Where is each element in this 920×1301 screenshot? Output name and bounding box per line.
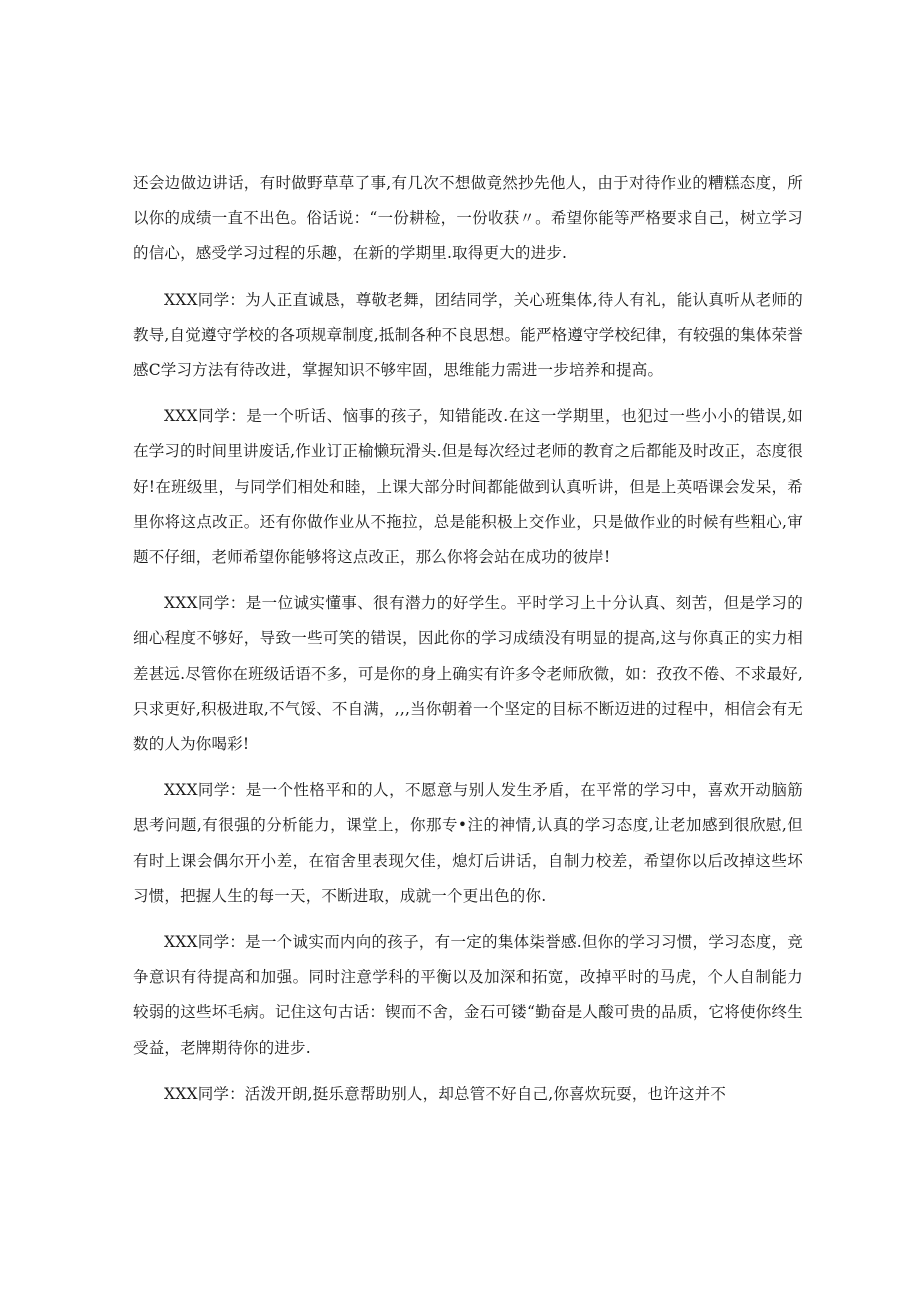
document-body [133,166,803,1123]
paragraph-6: XXX同学：是一个诚实而内向的孩子，有一定的集体柒誉感.但你的学习习惯，学习态度，竞争意识有待提高和加强。同时注意学科的平衡以及加深和拓宽，改掉平时的马虎，个人自制能力较弱的这些坏毛病。记住这句古话：锲而不舍，金石可镂“勤奋是人酸可贵的品质，它将使你终生受益，老牌期待你的进步. [133,933,803,1057]
paragraph-3: XXX同学：是一个听话、恼事的孩子，知错能改.在这一学期里，也犯过一些小小的错误,如在学习的时间里讲废话,作业订正榆懒玩滑头.但是每次经过老师的教育之后都能及时改正，态度很好!在班级里，与同学们相处和睦，上课大部分时间都能做到认真听讲，但是上英唔课会发呆，希里你将这点改正。还有你做作业从不拖拉，总是能积极上交作业，只是做作业的时候有些粗心,审题不仔细，老师希望你能够将这点改正，那么你将会站在成功的彼岸! [133,407,803,567]
paragraph-7: XXX同学：活泼开朗,挺乐意帮助别人，却总管不好自己,你喜炊玩耍，也许这并不 [164,1084,727,1103]
paragraph-1: 还会边做边讲话，有时做野草草了事,有几次不想做竟然抄先他人，由于对待作业的糟糕态度，所以你的成绩一直不出色。俗话说：“一份耕检，一份收获〃。希望你能等严格要求自己，树立学习的信心，感受学习过程的乐趣，在新的学期里.取得更大的进步. [133,174,803,263]
paragraph-5: XXX同学：是一个性格平和的人，不愿意与别人发生矛盾，在平常的学习中，喜欢开动脑筋思考问题,有很强的分析能力，课堂上，你那专•注的神情,认真的学习态度,让老加感到很欣慰,但有时上课会偶尔开小差，在宿舍里表现欠佳，熄灯后讲话，自制力校差，希望你以后改掉这些坏习惯，把握人生的每一天，不断进取，成就一个更出色的你. [133,781,803,905]
paragraph-2: XXX同学：为人正直诚恳，尊敬老舞，团结同学，关心班集体,待人有礼，能认真听从老师的教导,自觉遵守学校的各项规章制度,抵制各种不良思想。能严格遵守学校纪律，有较强的集体荣誉感C学习方法有待改进，掌握知识不够牢固，思维能力需进一步培养和提高。 [133,290,803,380]
paragraph-4: XXX同学：是一位诚实懂事、很有潜力的好学生。平时学习上十分认真、刻苦，但是学习的细心程度不够好，导致一些可笑的错误，因此你的学习成绩没有明显的提高,这与你真正的实力相差甚远.尽管你在班级话语不多，可是你的身上确实有许多令老师欣微，如：孜孜不倦、不求最好,只求更好,积极进取,不气馁、不自满，,,,当你朝着一个坚定的目标不断迈进的过程中，相信会有无数的人为你喝彩! [133,594,803,754]
